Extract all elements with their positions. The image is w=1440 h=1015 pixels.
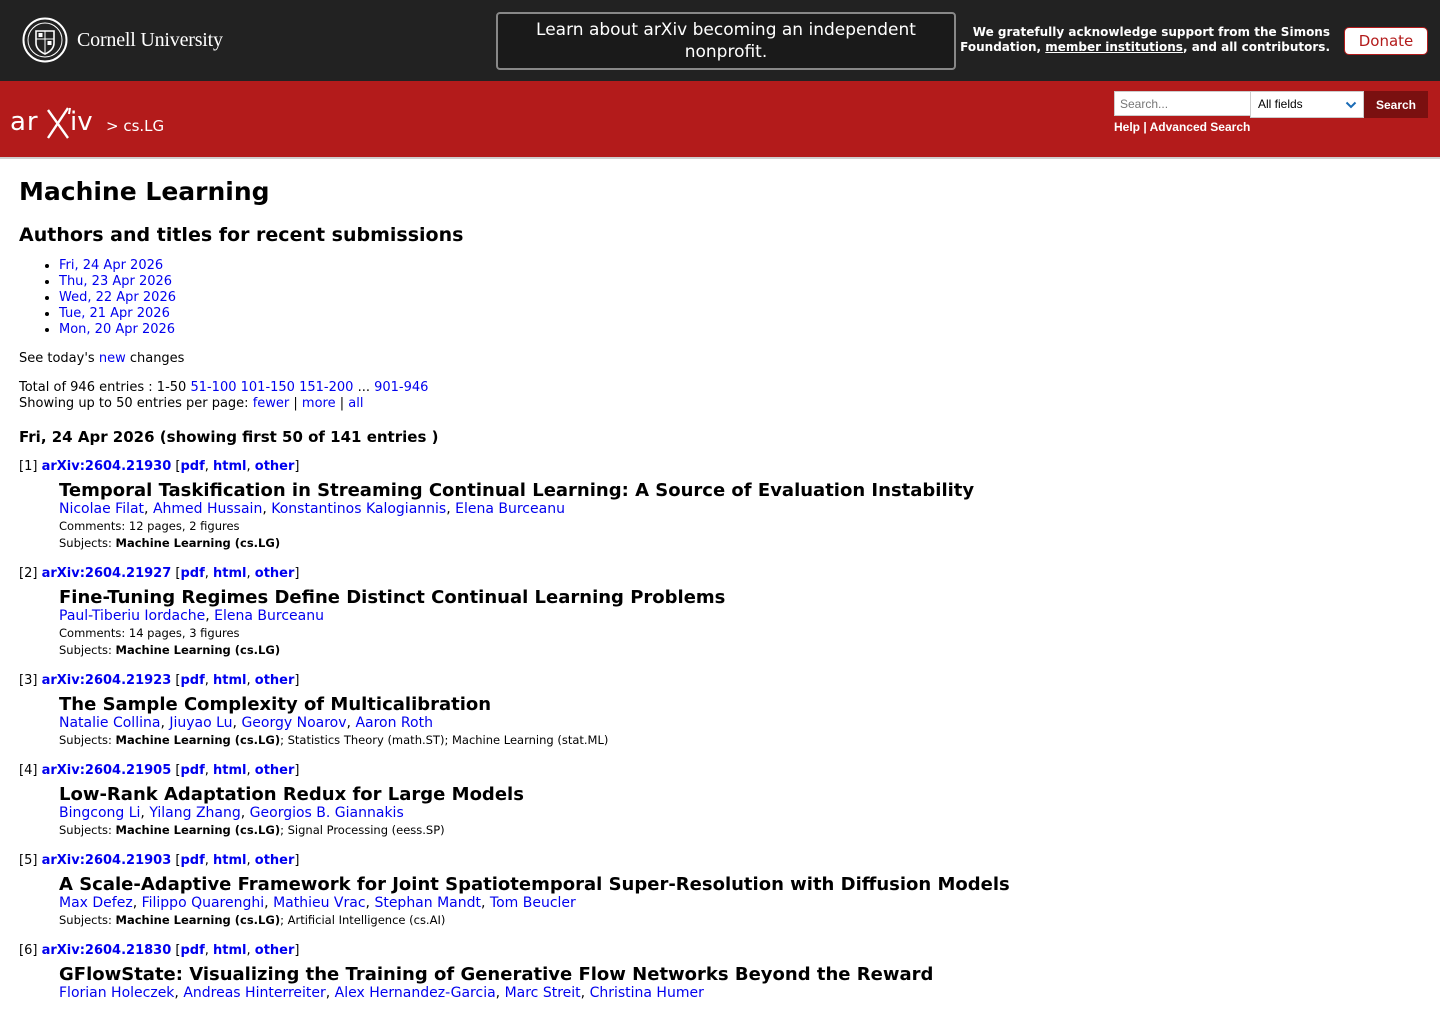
showing-text: Showing up to 50 entries per page: xyxy=(19,396,253,411)
paper-title: Fine-Tuning Regimes Define Distinct Continual Learning Problems xyxy=(59,587,726,608)
section-heading: Fri, 24 Apr 2026 (showing first 50 of 141 entries ) xyxy=(19,428,439,446)
cornell-seal-icon xyxy=(22,17,68,63)
author-link[interactable]: Jiuyao Lu xyxy=(169,715,233,731)
author-link[interactable]: Aaron Roth xyxy=(355,715,433,731)
primary-subject: Machine Learning (cs.LG) xyxy=(115,643,281,657)
comments-label: Comments: xyxy=(59,519,129,533)
page-subtitle: Authors and titles for recent submissions xyxy=(19,224,464,246)
pipe: | xyxy=(289,396,302,411)
entry-header: [6] arXiv:2604.21830 [pdf, html, other] xyxy=(19,943,300,958)
ack-suffix: , and all contributors. xyxy=(1182,40,1330,54)
author-link[interactable]: Florian Holeczek xyxy=(59,985,175,1001)
search-field-select[interactable] xyxy=(1250,91,1364,118)
other-link[interactable]: other xyxy=(254,673,295,688)
entry-number: [5] xyxy=(19,853,38,868)
author-list: Natalie Collina, Jiuyao Lu, Georgy Noarov, Aaron Roth xyxy=(59,715,433,731)
see-prefix: See today's xyxy=(19,351,99,366)
comments-text: 14 pages, 3 figures xyxy=(128,626,240,640)
subjects-line xyxy=(59,642,1419,659)
entry-details xyxy=(59,964,1419,1002)
date-link[interactable]: Mon, 20 Apr 2026 xyxy=(59,322,176,337)
subjects-line xyxy=(59,912,1419,929)
other-subjects: ; Artificial Intelligence (cs.AI) xyxy=(280,913,446,927)
author-link[interactable]: Bingcong Li xyxy=(59,805,141,821)
entry-details xyxy=(59,784,1419,839)
all-link[interactable]: all xyxy=(348,396,364,411)
author-link[interactable]: Ahmed Hussain xyxy=(152,501,263,517)
date-item xyxy=(59,322,1419,338)
html-link[interactable]: html xyxy=(213,459,247,474)
author-link[interactable]: Andreas Hinterreiter xyxy=(183,985,326,1001)
other-link[interactable]: other xyxy=(254,943,295,958)
author-list: Florian Holeczek, Andreas Hinterreiter, Alex Hernandez-Garcia, Marc Streit, Christina Humer xyxy=(59,985,704,1001)
author-link[interactable]: Elena Burceanu xyxy=(214,608,324,624)
acknowledgement xyxy=(960,25,1330,55)
date-item xyxy=(59,290,1419,306)
search-button[interactable]: Search xyxy=(1364,91,1428,118)
comments-line xyxy=(59,625,1419,642)
subjects-line xyxy=(59,535,1419,552)
author-link[interactable]: Yilang Zhang xyxy=(149,805,241,821)
ellipsis: ... xyxy=(353,380,375,395)
other-subjects: ; Statistics Theory (math.ST); Machine Learning (stat.ML) xyxy=(280,733,609,747)
announcement-banner[interactable] xyxy=(496,12,956,70)
main-content xyxy=(19,158,1419,1015)
entry-header: [5] arXiv:2604.21903 [pdf, html, other] xyxy=(19,853,300,868)
help-links xyxy=(1114,120,1250,134)
more-link[interactable]: more xyxy=(301,396,336,411)
chevron-down-icon xyxy=(1345,99,1357,113)
see-suffix: changes xyxy=(125,351,185,366)
author-link[interactable]: Nicolae Filat xyxy=(59,501,145,517)
other-link[interactable]: other xyxy=(254,853,295,868)
html-link[interactable]: html xyxy=(213,853,247,868)
subjects-label: Subjects: xyxy=(59,536,116,550)
entry xyxy=(19,565,1419,659)
author-link[interactable]: Paul-Tiberiu Iordache xyxy=(59,608,206,624)
ack-line-1: We gratefully acknowledge support from the Simons xyxy=(972,25,1330,39)
breadcrumb[interactable]: > cs.LG xyxy=(106,117,165,135)
other-link[interactable]: other xyxy=(254,566,295,581)
entry-header: [4] arXiv:2604.21905 [pdf, html, other] xyxy=(19,763,300,778)
arxiv-id-link[interactable]: arXiv:2604.21930 xyxy=(41,459,172,474)
date-item xyxy=(59,306,1419,322)
author-link[interactable]: Max Defez xyxy=(59,895,133,911)
entry-details xyxy=(59,587,1419,659)
author-link[interactable]: Marc Streit xyxy=(504,985,581,1001)
primary-subject: Machine Learning (cs.LG) xyxy=(115,823,281,837)
help-link[interactable]: Help xyxy=(1114,120,1141,134)
total-text: Total of 946 entries : 1-50 xyxy=(19,380,191,395)
entry-details xyxy=(59,480,1419,552)
svg-text:iv: iv xyxy=(70,107,93,137)
subjects-line xyxy=(59,732,1419,749)
primary-subject: Machine Learning (cs.LG) xyxy=(115,733,281,747)
entry-number: [6] xyxy=(19,943,38,958)
comments-line xyxy=(59,518,1419,535)
arxiv-id-link[interactable]: arXiv:2604.21923 xyxy=(41,673,172,688)
pdf-link[interactable]: pdf xyxy=(180,853,205,868)
subjects-label: Subjects: xyxy=(59,823,116,837)
entry xyxy=(19,458,1419,552)
per-page-options xyxy=(19,396,1419,412)
comments-label: Comments: xyxy=(59,626,129,640)
page-link[interactable]: 101-150 xyxy=(240,380,295,395)
arxiv-id-link[interactable]: arXiv:2604.21830 xyxy=(41,943,172,958)
member-institutions-link[interactable]: member institutions xyxy=(1045,40,1183,54)
donate-button[interactable]: Donate xyxy=(1344,27,1428,55)
advanced-search-link[interactable]: Advanced Search xyxy=(1149,120,1251,134)
html-link[interactable]: html xyxy=(213,673,247,688)
paper-title: Temporal Taskification in Streaming Continual Learning: A Source of Evaluation Instability xyxy=(59,480,975,501)
html-link[interactable]: html xyxy=(213,566,247,581)
entry-header: [2] arXiv:2604.21927 [pdf, html, other] xyxy=(19,566,300,581)
institution-name: Cornell University xyxy=(77,28,223,51)
pdf-link[interactable]: pdf xyxy=(180,943,205,958)
paper-title: Low-Rank Adaptation Redux for Large Models xyxy=(59,784,524,805)
author-link[interactable]: Georgy Noarov xyxy=(241,715,347,731)
new-link[interactable]: new xyxy=(98,351,126,366)
selected-field: All fields xyxy=(1258,97,1303,111)
subjects-label: Subjects: xyxy=(59,913,116,927)
author-link[interactable]: Konstantinos Kalogiannis xyxy=(271,501,447,517)
arxiv-id-link[interactable]: arXiv:2604.21905 xyxy=(41,763,172,778)
page-link-last[interactable]: 901-946 xyxy=(374,380,429,395)
entry xyxy=(19,672,1419,749)
other-subjects: ; Signal Processing (eess.SP) xyxy=(280,823,445,837)
top-banner xyxy=(0,0,1440,81)
author-list: Nicolae Filat, Ahmed Hussain, Konstantinos Kalogiannis, Elena Burceanu xyxy=(59,501,565,517)
author-link[interactable]: Filippo Quarenghi xyxy=(141,895,265,911)
new-changes-line xyxy=(19,351,1419,367)
entry-number: [3] xyxy=(19,673,38,688)
author-link[interactable]: Georgios B. Giannakis xyxy=(249,805,404,821)
search-input[interactable] xyxy=(1114,91,1250,116)
paper-title: A Scale-Adaptive Framework for Joint Spatiotemporal Super-Resolution with Diffusion Models xyxy=(59,874,1010,895)
other-link[interactable]: other xyxy=(254,763,295,778)
date-link[interactable]: Thu, 23 Apr 2026 xyxy=(59,274,173,289)
date-item xyxy=(59,274,1419,290)
page-link[interactable]: 151-200 xyxy=(299,380,354,395)
author-link[interactable]: Tom Beucler xyxy=(489,895,576,911)
arxiv-header xyxy=(0,81,1440,159)
arxiv-logo-icon[interactable] xyxy=(10,104,102,144)
entry xyxy=(19,942,1419,1002)
entry-number: [1] xyxy=(19,459,38,474)
pdf-link[interactable]: pdf xyxy=(180,673,205,688)
author-list: Bingcong Li, Yilang Zhang, Georgios B. Giannakis xyxy=(59,805,404,821)
fewer-link[interactable]: fewer xyxy=(252,396,290,411)
entry-number: [2] xyxy=(19,566,38,581)
date-link[interactable]: Tue, 21 Apr 2026 xyxy=(59,306,170,321)
author-link[interactable]: Elena Burceanu xyxy=(455,501,565,517)
pdf-link[interactable]: pdf xyxy=(180,763,205,778)
entry-details xyxy=(59,694,1419,749)
other-link[interactable]: other xyxy=(254,459,295,474)
author-list: Paul-Tiberiu Iordache, Elena Burceanu xyxy=(59,608,324,624)
comments-text: 12 pages, 2 figures xyxy=(128,519,240,533)
arxiv-id-link[interactable]: arXiv:2604.21927 xyxy=(41,566,172,581)
pdf-link[interactable]: pdf xyxy=(180,566,205,581)
cornell-logo[interactable] xyxy=(22,17,223,63)
primary-subject: Machine Learning (cs.LG) xyxy=(115,536,281,550)
date-link[interactable]: Fri, 24 Apr 2026 xyxy=(59,258,164,273)
pagination xyxy=(19,380,1419,396)
html-link[interactable]: html xyxy=(213,763,247,778)
subjects-label: Subjects: xyxy=(59,733,116,747)
arxiv-id-link[interactable]: arXiv:2604.21903 xyxy=(41,853,172,868)
date-link[interactable]: Wed, 22 Apr 2026 xyxy=(59,290,176,305)
svg-text:ar: ar xyxy=(10,107,39,137)
date-list xyxy=(19,258,1419,338)
entry xyxy=(19,852,1419,929)
subjects-line xyxy=(59,822,1419,839)
author-link[interactable]: Christina Humer xyxy=(589,985,704,1001)
html-link[interactable]: html xyxy=(213,943,247,958)
author-link[interactable]: Alex Hernandez-Garcia xyxy=(334,985,496,1001)
page-link[interactable]: 51-100 xyxy=(190,380,237,395)
paper-title: GFlowState: Visualizing the Training of Generative Flow Networks Beyond the Reward xyxy=(59,964,934,985)
announcement-text: Learn about arXiv becoming an independent nonprofit. xyxy=(536,20,916,62)
ack-line-2 xyxy=(960,40,1330,55)
author-link[interactable]: Stephan Mandt xyxy=(374,895,481,911)
entry-header: [3] arXiv:2604.21923 [pdf, html, other] xyxy=(19,673,300,688)
arxiv-logo-group xyxy=(10,104,164,144)
subjects-label: Subjects: xyxy=(59,643,116,657)
page-title: Machine Learning xyxy=(19,177,270,206)
author-link[interactable]: Natalie Collina xyxy=(59,715,161,731)
entry-list xyxy=(19,458,1419,1002)
date-item xyxy=(59,258,1419,274)
entry xyxy=(19,762,1419,839)
help-separator: | xyxy=(1140,120,1150,134)
entry-details xyxy=(59,874,1419,929)
paper-title: The Sample Complexity of Multicalibration xyxy=(59,694,492,715)
pipe: | xyxy=(335,396,349,411)
entry-header: [1] arXiv:2604.21930 [pdf, html, other] xyxy=(19,459,300,474)
author-link[interactable]: Mathieu Vrac xyxy=(273,895,366,911)
author-list: Max Defez, Filippo Quarenghi, Mathieu Vrac, Stephan Mandt, Tom Beucler xyxy=(59,895,576,911)
ack-prefix: Foundation, xyxy=(960,40,1046,54)
entry-number: [4] xyxy=(19,763,38,778)
primary-subject: Machine Learning (cs.LG) xyxy=(115,913,281,927)
pdf-link[interactable]: pdf xyxy=(180,459,205,474)
